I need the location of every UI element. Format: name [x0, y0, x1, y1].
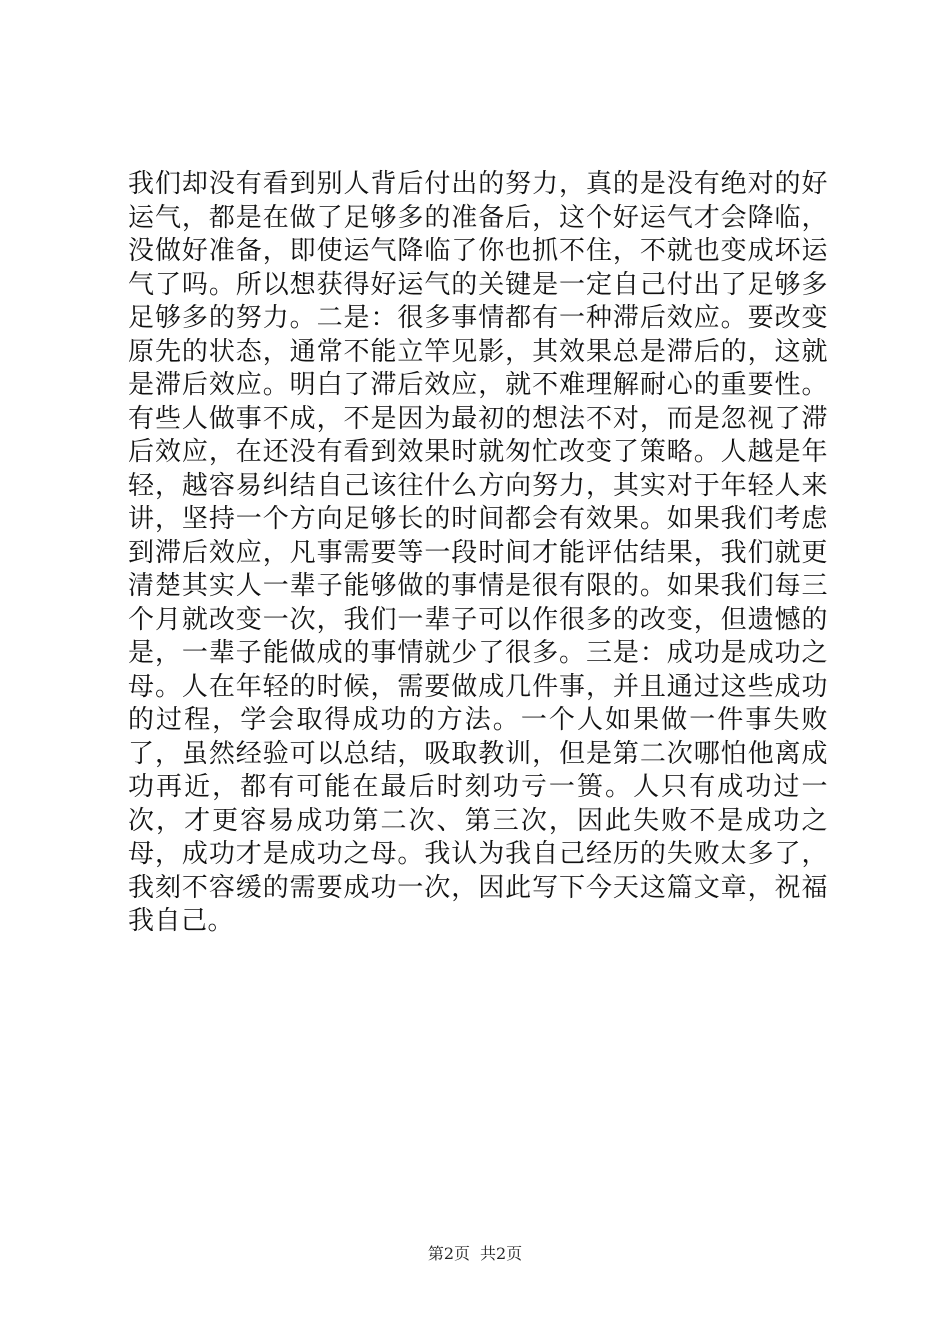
page-number: 第2页 — [427, 1244, 470, 1263]
body-paragraph: 我们却没有看到别人背后付出的努力，真的是没有绝对的好运气，都是在做了足够多的准备后，这个好运气才会降临，没做好准备，即使运气降临了你也抓不住，不就也变成坏运气了吗。所以想获得好运气的关键是一定自己付出了足够多足够多的努力。二是：很多事情都有一种滞后效应。要改变原先的状态，通常不能立竿见影，其效果总是滞后的，这就是滞后效应。明白了滞后效应，就不难理解耐心的重要性。有些人做事不成，不是因为最初的想法不对，而是忽视了滞后效应，在还没有看到效果时就匆忙改变了策略。人越是年轻，越容易纠结自己该往什么方向努力，其实对于年轻人来讲，坚持一个方向足够长的时间都会有效果。如果我们考虑到滞后效应，凡事需要等一段时间才能评估结果，我们就更清楚其实人一辈子能够做的事情是很有限的。如果我们每三个月就改变一次，我们一辈子可以作很多的改变，但遗憾的是，一辈子能做成的事情就少了很多。三是：成功是成功之母。人在年轻的时候，需要做成几件事，并且通过这些成功的过程，学会取得成功的方法。一个人如果做一件事失败了，虽然经验可以总结，吸取教训，但是第二次哪怕他离成功再近，都有可能在最后时刻功亏一篑。人只有成功过一次，才更容易成功第二次、第三次，因此失败不是成功之母，成功才是成功之母。我认为我自己经历的失败太多了，我刻不容缓的需要成功一次，因此写下今天这篇文章，祝福我自己。 — [128, 169, 828, 936]
page-footer — [0, 1243, 950, 1265]
page-total: 共2页 — [480, 1244, 523, 1263]
